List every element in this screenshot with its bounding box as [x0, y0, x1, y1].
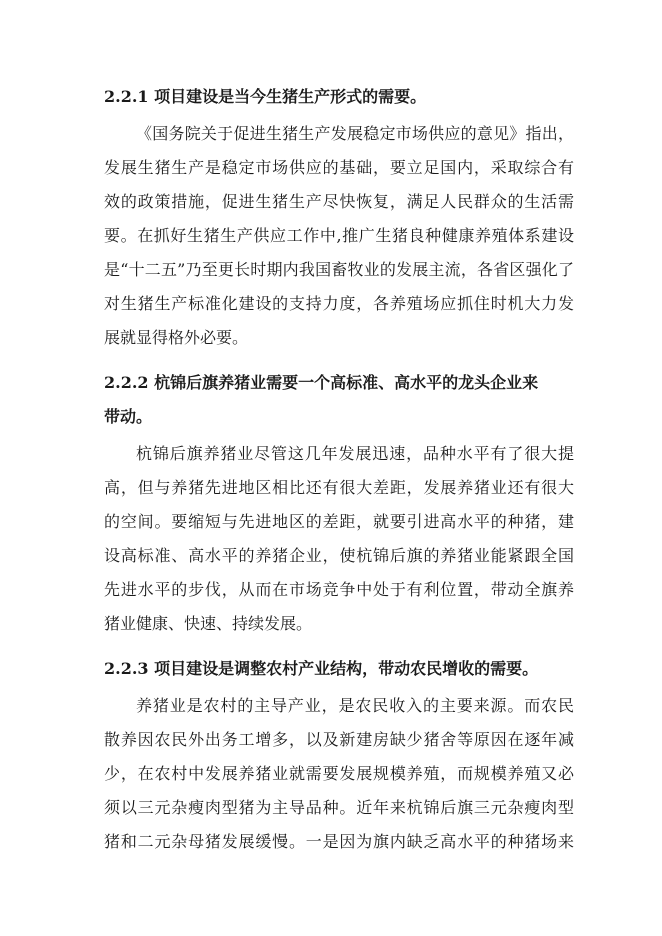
paragraph-line: 杭锦后旗养猪业尽管这几年发展迅速，品种水平有了很大提	[136, 444, 574, 463]
paragraph-line: 先进水平的步伐，从而在市场竞争中处于有利位置，带动全旗养	[104, 580, 574, 599]
paragraph-line: 发展生猪生产是稳定市场供应的基础，要立足国内，采取综合有	[104, 158, 574, 177]
section-heading-2-2-3: 2.2.3 项目建设是调整农村产业结构，带动农民增收的需要。	[104, 659, 539, 678]
section-heading-2-2-2: 2.2.2 杭锦后旗养猪业需要一个高标准、高水平的龙头企业来	[104, 373, 539, 392]
paragraph-line: 是“十二五”乃至更长时期内我国畜牧业的发展主流，各省区强化了	[104, 260, 574, 279]
paragraph-line: 展就显得格外必要。	[104, 328, 249, 347]
paragraph-line: 《国务院关于促进生猪生产发展稳定市场供应的意见》指出，	[136, 124, 574, 143]
section-heading-2-2-2-continued: 带动。	[104, 407, 153, 426]
section-heading-2-2-1: 2.2.1 项目建设是当今生猪生产形式的需要。	[104, 87, 427, 106]
paragraph-line: 高，但与养猪先进地区相比还有很大差距，发展养猪业还有很大	[104, 478, 574, 497]
paragraph-line: 须以三元杂瘦肉型猪为主导品种。近年来杭锦后旗三元杂瘦肉型	[104, 798, 574, 817]
paragraph-line: 养猪业是农村的主导产业，是农民收入的主要来源。而农民	[136, 696, 574, 715]
paragraph-line: 少，在农村中发展养猪业就需要发展规模养殖，而规模养殖又必	[104, 764, 574, 783]
paragraph-line: 猪和二元杂母猪发展缓慢。一是因为旗内缺乏高水平的种猪场来	[104, 832, 574, 851]
paragraph-line: 要。在抓好生猪生产供应工作中,推广生猪良种健康养殖体系建设	[104, 226, 574, 245]
paragraph-line: 散养因农民外出务工增多，以及新建房缺少猪舍等原因在逐年减	[104, 730, 574, 749]
paragraph-line: 效的政策措施，促进生猪生产尽快恢复，满足人民群众的生活需	[104, 192, 574, 211]
paragraph-line: 的空间。要缩短与先进地区的差距，就要引进高水平的种猪，建	[104, 512, 574, 531]
paragraph-line: 设高标准、高水平的养猪企业，使杭锦后旗的养猪业能紧跟全国	[104, 546, 574, 565]
paragraph-line: 猪业健康、快速、持续发展。	[104, 614, 313, 633]
paragraph-line: 对生猪生产标准化建设的支持力度，各养殖场应抓住时机大力发	[104, 294, 574, 313]
